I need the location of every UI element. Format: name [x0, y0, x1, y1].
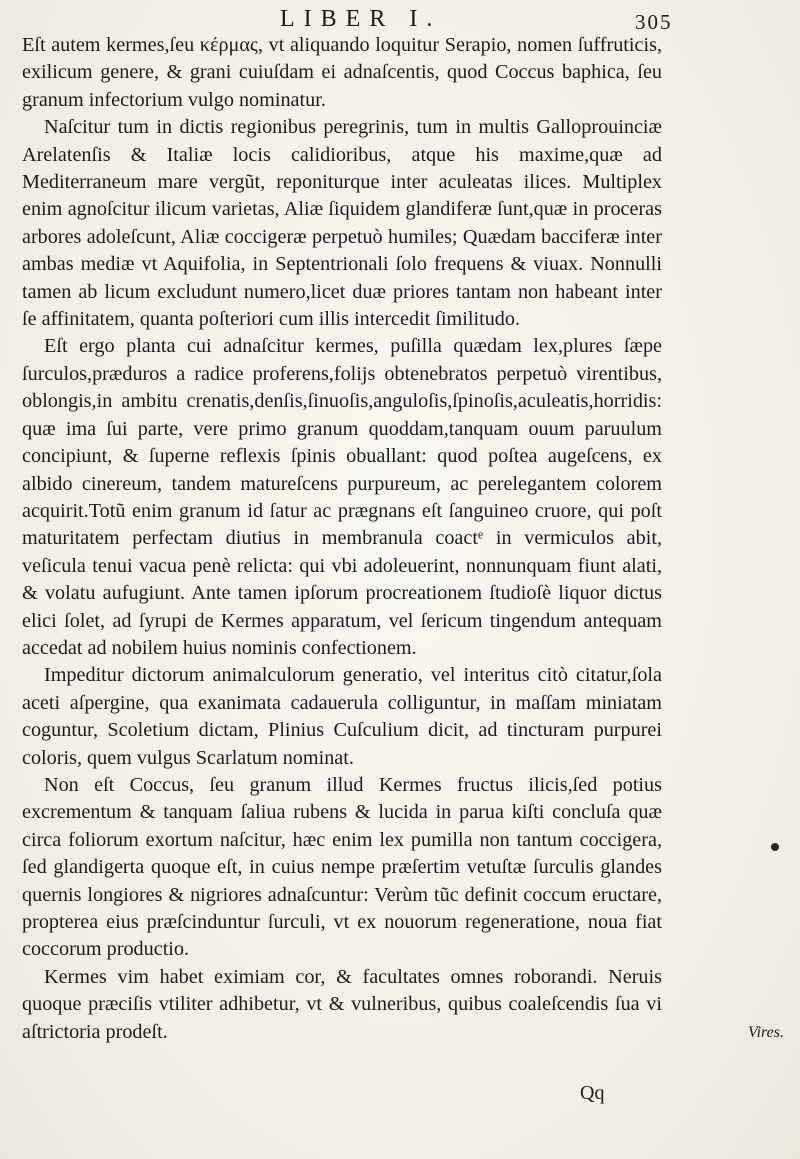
running-title: LIBER I. [280, 6, 442, 32]
body-text [22, 32, 662, 1046]
page-number: 305 [635, 10, 673, 34]
paragraph-kermes-definition: Eſt autem kermes,ſeu κέρμας, vt aliquando loquitur Serapio, nomen ſuffruticis, exilicum genere, & grani cuiuſdam ei adnaſcentis, quod Coccus baphica, ſeu granum infectorium vulgo nominatur. [22, 34, 662, 111]
paragraph-generation: Impeditur dictorum animalculorum generatio, vel interitus citò citatur,ſola aceti aſpergine, qua exanimata cadauerula colliguntur, in maſſam miniatam coguntur, Scoletium dictam, Plinius Cuſculium dicit, ad tincturam purpurei coloris, quem vulgus Scarlatum nominat. [22, 664, 662, 769]
paragraph-coccus-nature: Non eſt Coccus, ſeu granum illud Kermes fructus ilicis,ſed potius excrementum & tanquam ſaliua rubens & lucida in parua kiſti concluſa quæ circa foliorum exortum naſcitur, hæc enim lex pumilla non tantum coccigera, ſed glandigerta quoque eſt, in cuius nempe præſertim vetuſtæ ſurculis glandes quernis longiores & nigriores adnaſcuntur: Verùm tũc definit coccum eructare, propterea eius præſcinduntur ſurculi, vt ex nouorum regeneratione, noua fiat coccorum productio. [22, 773, 662, 961]
margin-note: Vires. [748, 1024, 784, 1041]
ink-blot-mark [771, 843, 779, 851]
paragraph-plant-description: Eſt ergo planta cui adnaſcitur kermes, puſilla quædam lex,plures ſæpe ſurculos,prædurοs a radice proferens,folijs obtenebratos perpetuò virentibus, oblongis,in ambitu crenatis,denſis,ſinuoſis,anguloſis,ſpinoſis,aculeatis,horridis: quæ ima ſui parte, vere primo granum quoddam,tanquam ouum paruulum concipiunt, & ſuperne reflexis ſpinis obuallant: quod poſtea augeſcens, ex albido cinereum, tandem matureſcens purpureum, ac perelegantem colorem acquirit.Totũ enim granum id ſatur ac prægnans eſt ſanguineo cruore, qui poſt maturitatem perfectam diutius in membranula coactᵉ in vermiculos abit, veſicula tenui vacua penè relicta: qui vbi adoleuerint, nonnunquam fiunt alati, & volatu aufugiunt. Ante tamen ipſorum procreationem ſtudioſè liquor dictus elici ſolet, ad ſyrupi de Kermes apparatum, vel ſericum tingendum antequam accedat ad nobilem huius nominis confectionem. [22, 335, 662, 659]
paragraph-virtues: Kermes vim habet eximiam cor, & facultates omnes roborandi. Neruis quoque præciſis vtiliter adhibetur, vt & vulneribus, quibus coaleſcendis ſua vi aſtrictoria prodeſt. [22, 965, 662, 1043]
paragraph-habitat: Naſcitur tum in dictis regionibus peregrinis, tum in multis Galloprouinciæ Arelatenſis & Italiæ locis calidioribus, atque his maxime,quæ ad Mediterraneum mare vergũt, reponiturque inter aculeatas ilices. Multiplex enim agnoſcitur ilicum varietas, Aliæ ſiquidem glandiferæ ſunt,quæ in proceras arbores adoleſcunt, Aliæ coccigeræ perpetuò humiles; Quædam bacciferæ inter ambas mediæ vt Aquifolia, in Septentrionali ſolo frequens & viuax. Nonnulli tamen ab licum excludunt numero,licet duæ priores tantam non habeant inter ſe affinitatem, quanta poſteriori cum illis intercedit ſimilitudo. [22, 116, 662, 331]
running-head [0, 4, 800, 34]
signature-mark: Qq [580, 1082, 605, 1104]
